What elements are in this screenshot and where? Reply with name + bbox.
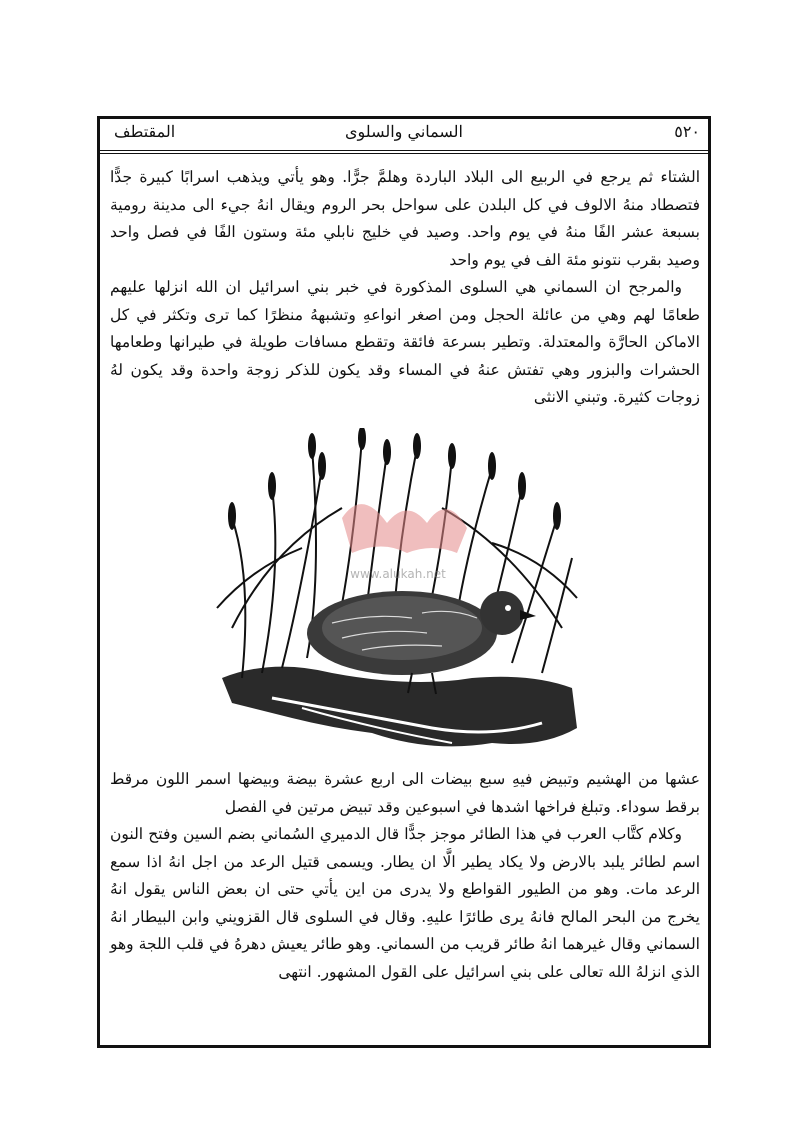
quail-illustration <box>212 428 584 766</box>
header-rule <box>100 150 708 151</box>
page-header <box>100 118 708 150</box>
body-text-top <box>110 164 700 412</box>
body-text-bottom <box>110 766 700 986</box>
running-title: السماني والسلوى <box>345 122 463 141</box>
journal-name: المقتطف <box>114 122 176 141</box>
header-rule-double <box>100 153 708 154</box>
paragraph: عشها من الهشيم وتبيض فيهِ سبع بيضات الى اربع عشرة بيضة وبيضها اسمر اللون مرقط برقط سوداء. وتبلغ فراخها اشدها في اسبوعين وقد تبيض مرتين في الفصل <box>110 770 700 816</box>
paragraph: والمرجح ان السماني هي السلوى المذكورة في خبر بني اسرائيل ان الله انزلها عليهم طعامًا لهم وهي من عائلة الحجل ومن اصغر انواعهِ وتشبههُ منظرًا كما ترى وتكثر في كل الاماكن الحارَّة والمعتدلة. وتطير بسرعة فائقة وتقطع مسافات طويلة في طيرانها وطعامها الحشرات والبزور وهي تفتش عنهُ في المساء وقد يكون للذكر زوجة واحدة وقد يكون لهُ زوجات كثيرة. وتبني الانثى <box>110 278 700 406</box>
paragraph: وكلام كتَّاب العرب في هذا الطائر موجز جدًّا قال الدميري السُماني بضم السين وفتح النون اسم لطائر يلبد بالارض ولا يكاد يطير الَّا ان يطار. ويسمى قتيل الرعد من اجل انهُ اذا سمع الرعد مات. وهو من الطيور القواطع ولا يدرى من اين يأتي حتى ان بعض الناس يقول انهُ يخرج من البحر المالح فانهُ يرى طائرًا عليهِ. وقال في السلوى قال القزويني وابن البيطار انهُ السماني وقال غيرهما انهُ طائر قريب من السماني. وهو طائر يعيش دهرهُ في قلب اللجة وهو الذي انزلهُ الله تعالى على بني اسرائيل على القول المشهور. انتهى <box>110 825 700 981</box>
watermark-text: www.alukah.net <box>350 567 446 581</box>
page-number: ٥٢٠ <box>674 122 700 141</box>
paragraph: الشتاء ثم يرجع في الربيع الى البلاد الباردة وهلمَّ جرًّا. وهو يأتي ويذهب اسرابًا كبيرة جدًّا فتصطاد منهُ الالوف في كل البلدن على سواحل بحر الروم ويقال انهُ جيء الى مدينة رومية بسبعة عشر الفًا منهُ في يوم واحد. وصيد في خليج نابلي مئة وستون الفًا في فصل واحد وصيد بقرب نتونو مئة الف في يوم واحد <box>110 168 700 269</box>
